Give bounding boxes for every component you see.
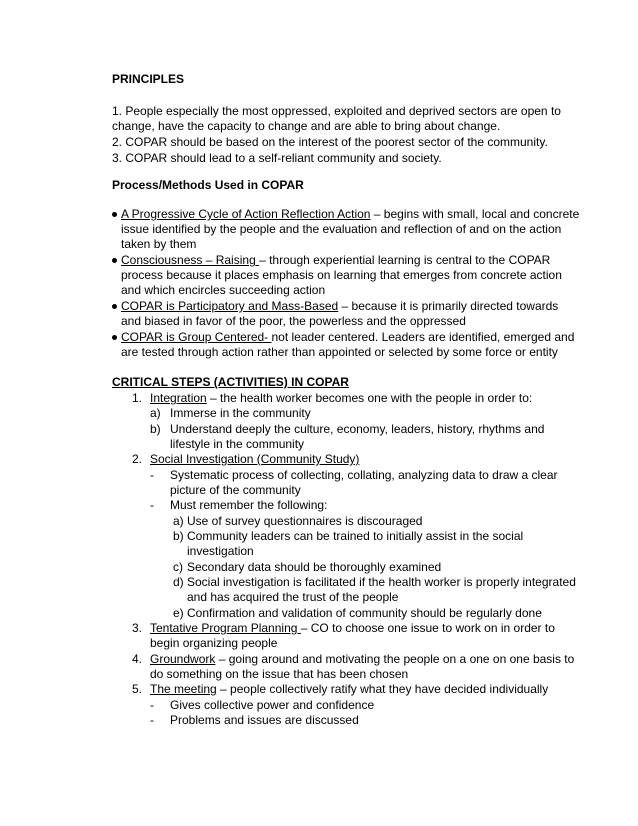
sub-item: Social investigation is facilitated if the health worker is properly integrated — [187, 575, 576, 589]
process-term: Consciousness – Raising — [121, 253, 260, 267]
process-term: COPAR is Group Centered- — [121, 330, 272, 344]
bullet-icon — [112, 258, 117, 263]
dash-item-cont: picture of the community — [170, 483, 301, 497]
process-item-cont: issue identified by the people and the evaluation and reflection of and on the action — [121, 222, 562, 236]
step-number: 3. — [132, 621, 143, 635]
sub-item: Immerse in the community — [170, 406, 311, 420]
principle-line: 1. People especially the most oppressed, exploited and deprived sectors are open to — [112, 104, 561, 118]
dash-marker: - — [150, 468, 154, 482]
sub-marker: b) — [150, 422, 161, 436]
steps-heading: CRITICAL STEPS (ACTIVITIES) IN COPAR — [112, 375, 349, 389]
principle-line: 3. COPAR should lead to a self-reliant community and society. — [112, 151, 442, 165]
sub-marker: c) — [173, 560, 183, 574]
principles-heading: PRINCIPLES — [112, 72, 185, 86]
dash-marker: - — [150, 698, 154, 712]
process-term: COPAR is Participatory and Mass-Based — [121, 299, 339, 313]
step-number: 5. — [132, 682, 143, 696]
step-term: Groundwork — [150, 652, 216, 666]
process-item-cont: and which encircles succeeding action — [121, 283, 326, 297]
dash-item: Systematic process of collecting, collating, analyzing data to draw a clear — [170, 468, 558, 482]
sub-item: Secondary data should be thoroughly examined — [187, 560, 442, 574]
sub-item: Confirmation and validation of community should be regularly done — [187, 606, 542, 620]
step-number: 4. — [132, 652, 143, 666]
process-item-cont: and biased in favor of the poor, the powerless and the oppressed — [121, 314, 466, 328]
process-item: A Progressive Cycle of Action Reflection Action – begins with small, local and concrete — [121, 207, 580, 221]
process-item-cont: process because it places emphasis on learning that emerges from concrete action — [121, 268, 562, 282]
dash-item: Gives collective power and confidence — [170, 698, 375, 712]
process-heading: Process/Methods Used in COPAR — [112, 178, 304, 192]
sub-item: Use of survey questionnaires is discouraged — [187, 514, 423, 528]
sub-marker: a) — [150, 406, 161, 420]
process-term: A Progressive Cycle of Action Reflection Action — [121, 207, 371, 221]
sub-item-cont: lifestyle in the community — [170, 437, 305, 451]
step-term: Integration — [150, 391, 207, 405]
process-item: COPAR is Participatory and Mass-Based – because it is primarily directed towards — [121, 299, 559, 313]
sub-item: Understand deeply the culture, economy, leaders, history, rhythms and — [170, 422, 545, 436]
step-term: The meeting — [150, 682, 217, 696]
sub-item: Community leaders can be trained to initially assist in the social — [187, 529, 524, 543]
step-item-cont: do something on the issue that has been chosen — [150, 667, 409, 681]
step-item: Tentative Program Planning – CO to choose one issue to work on in order to — [150, 621, 555, 635]
principle-line: 2. COPAR should be based on the interest of the poorest sector of the community. — [112, 135, 548, 149]
dash-item: Problems and issues are discussed — [170, 713, 359, 727]
dash-marker: - — [150, 713, 154, 727]
sub-marker: e) — [173, 606, 184, 620]
step-item: Groundwork – going around and motivating the people on a one on one basis to — [150, 652, 575, 666]
dash-marker: - — [150, 498, 154, 512]
sub-marker: d) — [173, 575, 184, 589]
step-item-cont: begin organizing people — [150, 636, 278, 650]
process-item-cont: taken by them — [121, 237, 197, 251]
step-item: The meeting – people collectively ratify what they have decided individually — [150, 682, 549, 696]
process-item-cont: are tested through action rather than appointed or selected by some force or entity — [121, 345, 558, 359]
step-term: Social Investigation (Community Study) — [150, 452, 360, 466]
dash-item: Must remember the following: — [170, 498, 328, 512]
step-number: 1. — [132, 391, 143, 405]
process-item: Consciousness – Raising – through experiential learning is central to the COPAR — [121, 253, 551, 267]
bullet-icon — [112, 335, 117, 340]
bullet-icon — [112, 304, 117, 309]
sub-marker: a) — [173, 514, 184, 528]
bullet-icon — [112, 212, 117, 217]
step-number: 2. — [132, 452, 143, 466]
sub-item-cont: investigation — [187, 544, 254, 558]
step-term: Tentative Program Planning — [150, 621, 301, 635]
sub-marker: b) — [173, 529, 184, 543]
process-item: COPAR is Group Centered- not leader centered. Leaders are identified, emerged and — [121, 330, 575, 344]
principle-line: change, have the capacity to change and are able to bring about change. — [112, 119, 501, 133]
sub-item-cont: and has acquired the trust of the people — [187, 590, 399, 604]
step-item: Integration – the health worker becomes one with the people in order to: — [150, 391, 533, 405]
